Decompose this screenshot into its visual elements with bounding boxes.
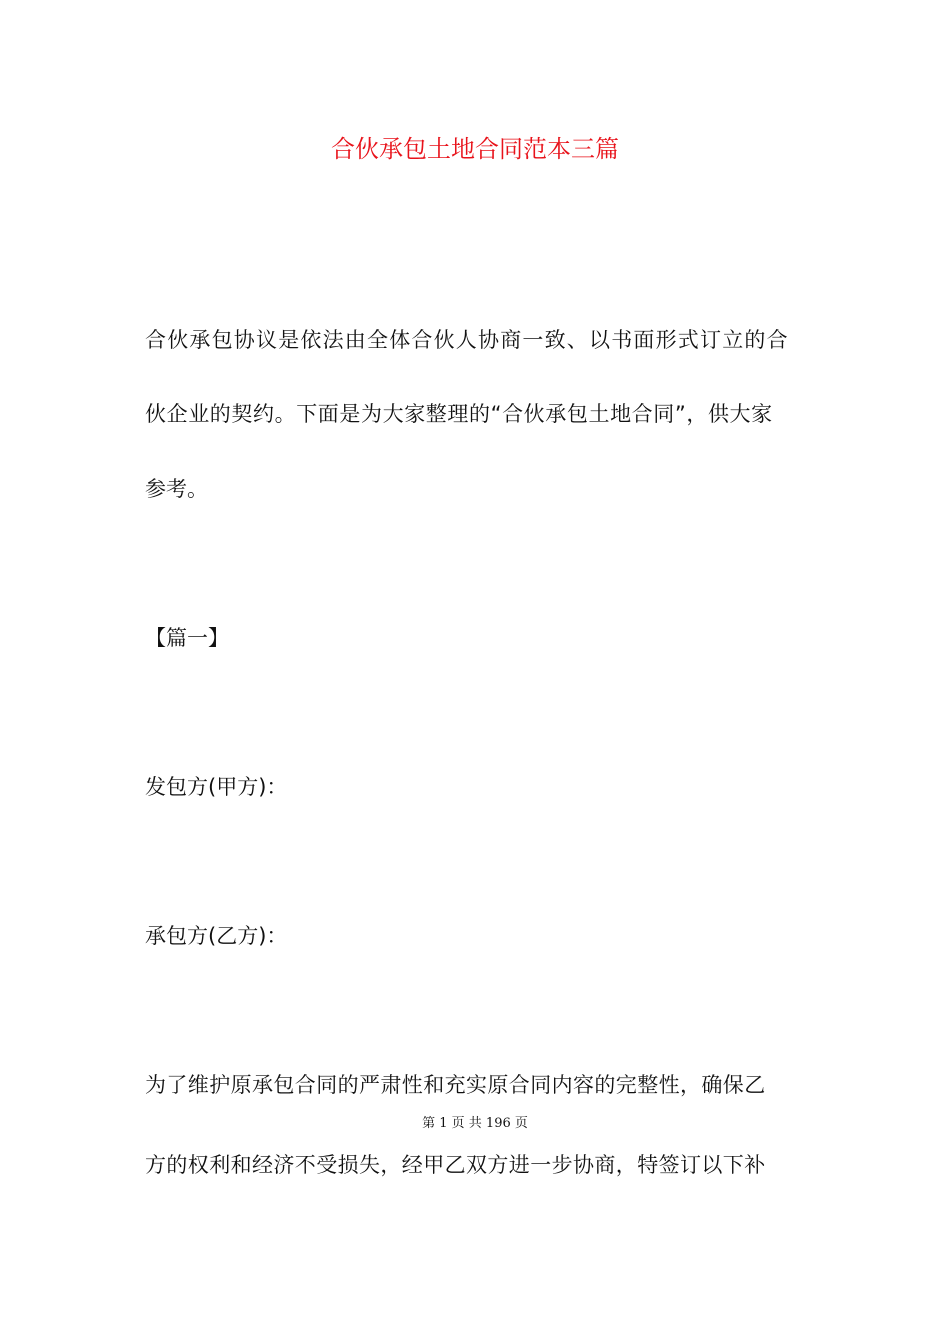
party-b-label: 承包方(乙方)： [145, 924, 288, 948]
body-line-1: 为了维护原承包合同的严肃性和充实原合同内容的完整性，确保乙 [145, 1073, 766, 1097]
section-heading: 【篇一】 [145, 626, 229, 650]
intro-line-3: 参考。 [145, 477, 208, 501]
page-footer: 第 1 页 共 196 页 [422, 1116, 528, 1131]
document-title: 合伙承包土地合同范本三篇 [331, 135, 619, 163]
body-line-2: 方的权利和经济不受损失，经甲乙双方进一步协商，特签订以下补 [145, 1153, 766, 1177]
intro-line-2: 伙企业的契约。下面是为大家整理的“合伙承包土地合同”，供大家 [145, 402, 773, 426]
party-a-label: 发包方(甲方)： [145, 775, 288, 799]
intro-line-1: 合伙承包协议是依法由全体合伙人协商一致、以书面形式订立的合 [145, 328, 789, 352]
